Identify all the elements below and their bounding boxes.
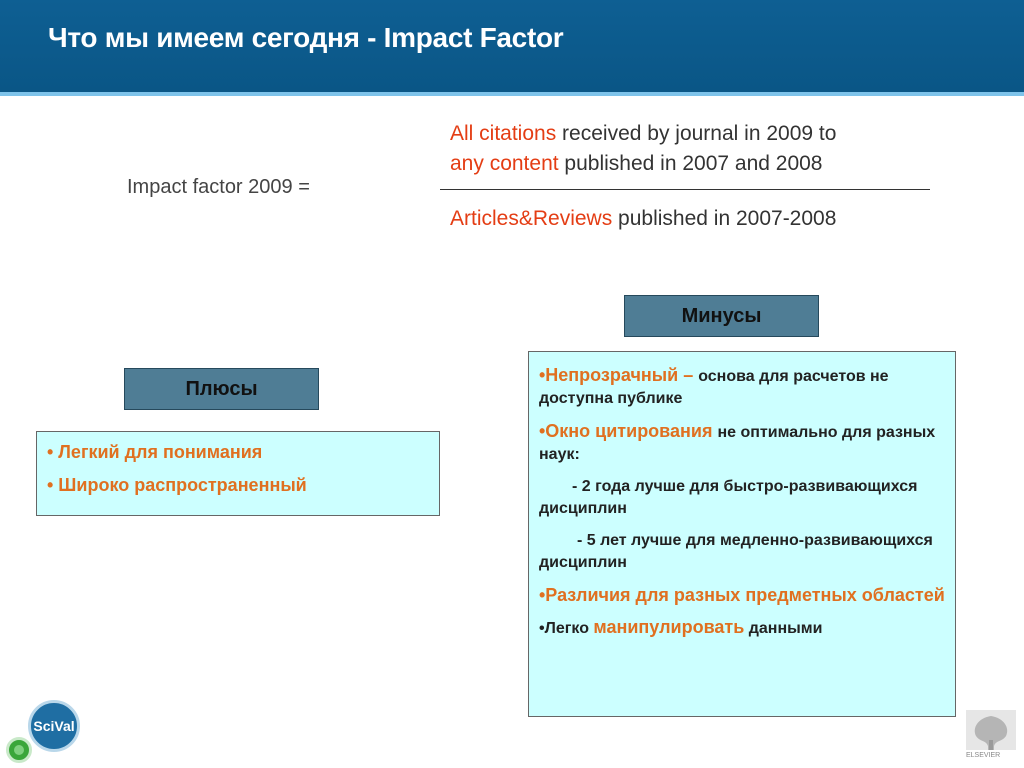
scival-dot-icon (6, 737, 32, 763)
cons-label: Минусы (624, 295, 819, 337)
pros-box (36, 431, 440, 516)
elsevier-wordmark: ELSEVIER (966, 752, 1001, 759)
denominator-highlight: Articles&Reviews (450, 207, 613, 230)
formula-label: Impact factor 2009 = (127, 176, 310, 198)
formula-numerator (450, 119, 836, 179)
pros-item-easy: • Легкий для понимания (47, 442, 263, 462)
cons-item-window-text: не оптимально для разных наук: (539, 424, 936, 463)
formula-denominator (450, 207, 836, 231)
fraction-line (440, 189, 930, 190)
numerator-text-2: published in 2007 and 2008 (558, 152, 823, 175)
cons-subitem-2years: - 2 года лучше для быстро-развивающихся дисциплин (539, 478, 918, 517)
cons-item-opaque-text: основа для расчетов не доступна публике (539, 368, 889, 407)
pros-item-widespread: • Широко распространенный (47, 475, 307, 495)
slide-title: Что мы имеем сегодня - Impact Factor (48, 22, 564, 53)
scival-logo: SciVal (28, 700, 80, 752)
numerator-highlight-2: any content (450, 152, 559, 175)
cons-box (528, 351, 956, 717)
cons-item-manipulate: •Легко манипулировать данными (539, 617, 823, 637)
pros-label: Плюсы (124, 368, 319, 410)
numerator-text-1: received by journal in 2009 to (556, 122, 837, 145)
numerator-highlight-1: All citations (450, 122, 557, 145)
cons-subitem-5years: - 5 лет лучше для медленно-развивающихся дисциплин (539, 532, 933, 571)
cons-item-window-head: •Окно цитирования (539, 421, 718, 441)
denominator-text: published in 2007-2008 (612, 207, 837, 230)
cons-item-opaque (539, 364, 947, 410)
cons-item-manipulate-highlight: манипулировать (593, 617, 745, 637)
cons-item-differences: •Различия для разных предметных областей (539, 585, 945, 605)
cons-item-window (539, 420, 947, 466)
cons-item-opaque-head: •Непрозрачный – (539, 365, 699, 385)
header-divider (0, 92, 1024, 96)
